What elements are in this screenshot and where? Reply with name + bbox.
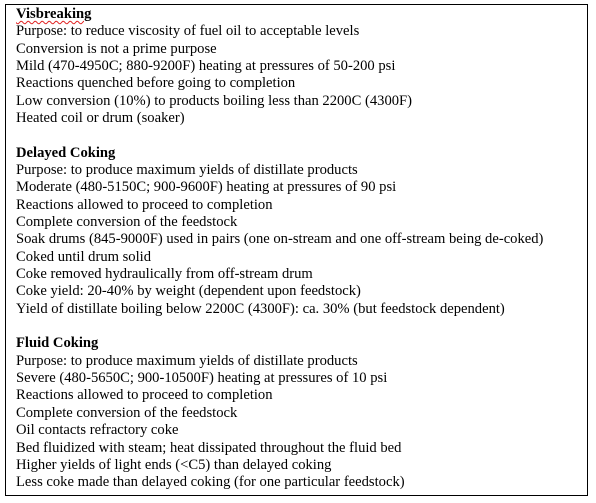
section-line: Complete conversion of the feedstock (16, 214, 238, 231)
section-line: Reactions quenched before going to completion (16, 75, 296, 92)
section-line: Bed fluidized with steam; heat dissipated throughout the fluid bed (16, 439, 402, 456)
section-visbreaking (16, 6, 587, 127)
section-line: Coke removed hydraulically from off-stream drum (16, 266, 313, 283)
section-line: Purpose: to produce maximum yields of distillate products (16, 162, 358, 179)
section-heading: Visbreaking (16, 6, 92, 22)
section-line: Complete conversion of the feedstock (16, 404, 238, 421)
section-line: Severe (480-5650C; 900-10500F) heating at pressures of 10 psi (16, 370, 388, 387)
section-line: Yield of distillate boiling below 2200C (4300F): ca. 30% (but feedstock dependent) (16, 300, 505, 317)
section-heading: Fluid Coking (16, 335, 99, 352)
section-line: Reactions allowed to proceed to completion (16, 387, 273, 404)
section-line: Purpose: to reduce viscosity of fuel oil to acceptable levels (16, 23, 360, 40)
section-line: Mild (470-4950C; 880-9200F) heating at pressures of 50-200 psi (16, 58, 396, 75)
section-line: Coked until drum solid (16, 248, 151, 265)
section-line: Oil contacts refractory coke (16, 422, 179, 439)
section-line: Low conversion (10%) to products boiling less than 2200C (4300F) (16, 92, 413, 109)
process-comparison-box (5, 4, 588, 496)
section-line: Heated coil or drum (soaker) (16, 110, 185, 127)
section-fluid-coking (16, 335, 587, 491)
section-line: Reactions allowed to proceed to completion (16, 196, 273, 213)
section-line: Less coke made than delayed coking (for one particular feedstock) (16, 474, 405, 491)
section-line: Moderate (480-5150C; 900-9600F) heating at pressures of 90 psi (16, 179, 397, 196)
section-line: Soak drums (845-9000F) used in pairs (one on-stream and one off-stream being de-coked) (16, 231, 544, 248)
section-line: Higher yields of light ends (<C5) than delayed coking (16, 456, 332, 473)
section-line: Purpose: to produce maximum yields of distillate products (16, 352, 358, 369)
section-heading: Delayed Coking (16, 144, 116, 161)
section-line: Coke yield: 20-40% by weight (dependent upon feedstock) (16, 283, 361, 300)
section-line: Conversion is not a prime purpose (16, 40, 217, 57)
section-delayed-coking (16, 145, 587, 318)
